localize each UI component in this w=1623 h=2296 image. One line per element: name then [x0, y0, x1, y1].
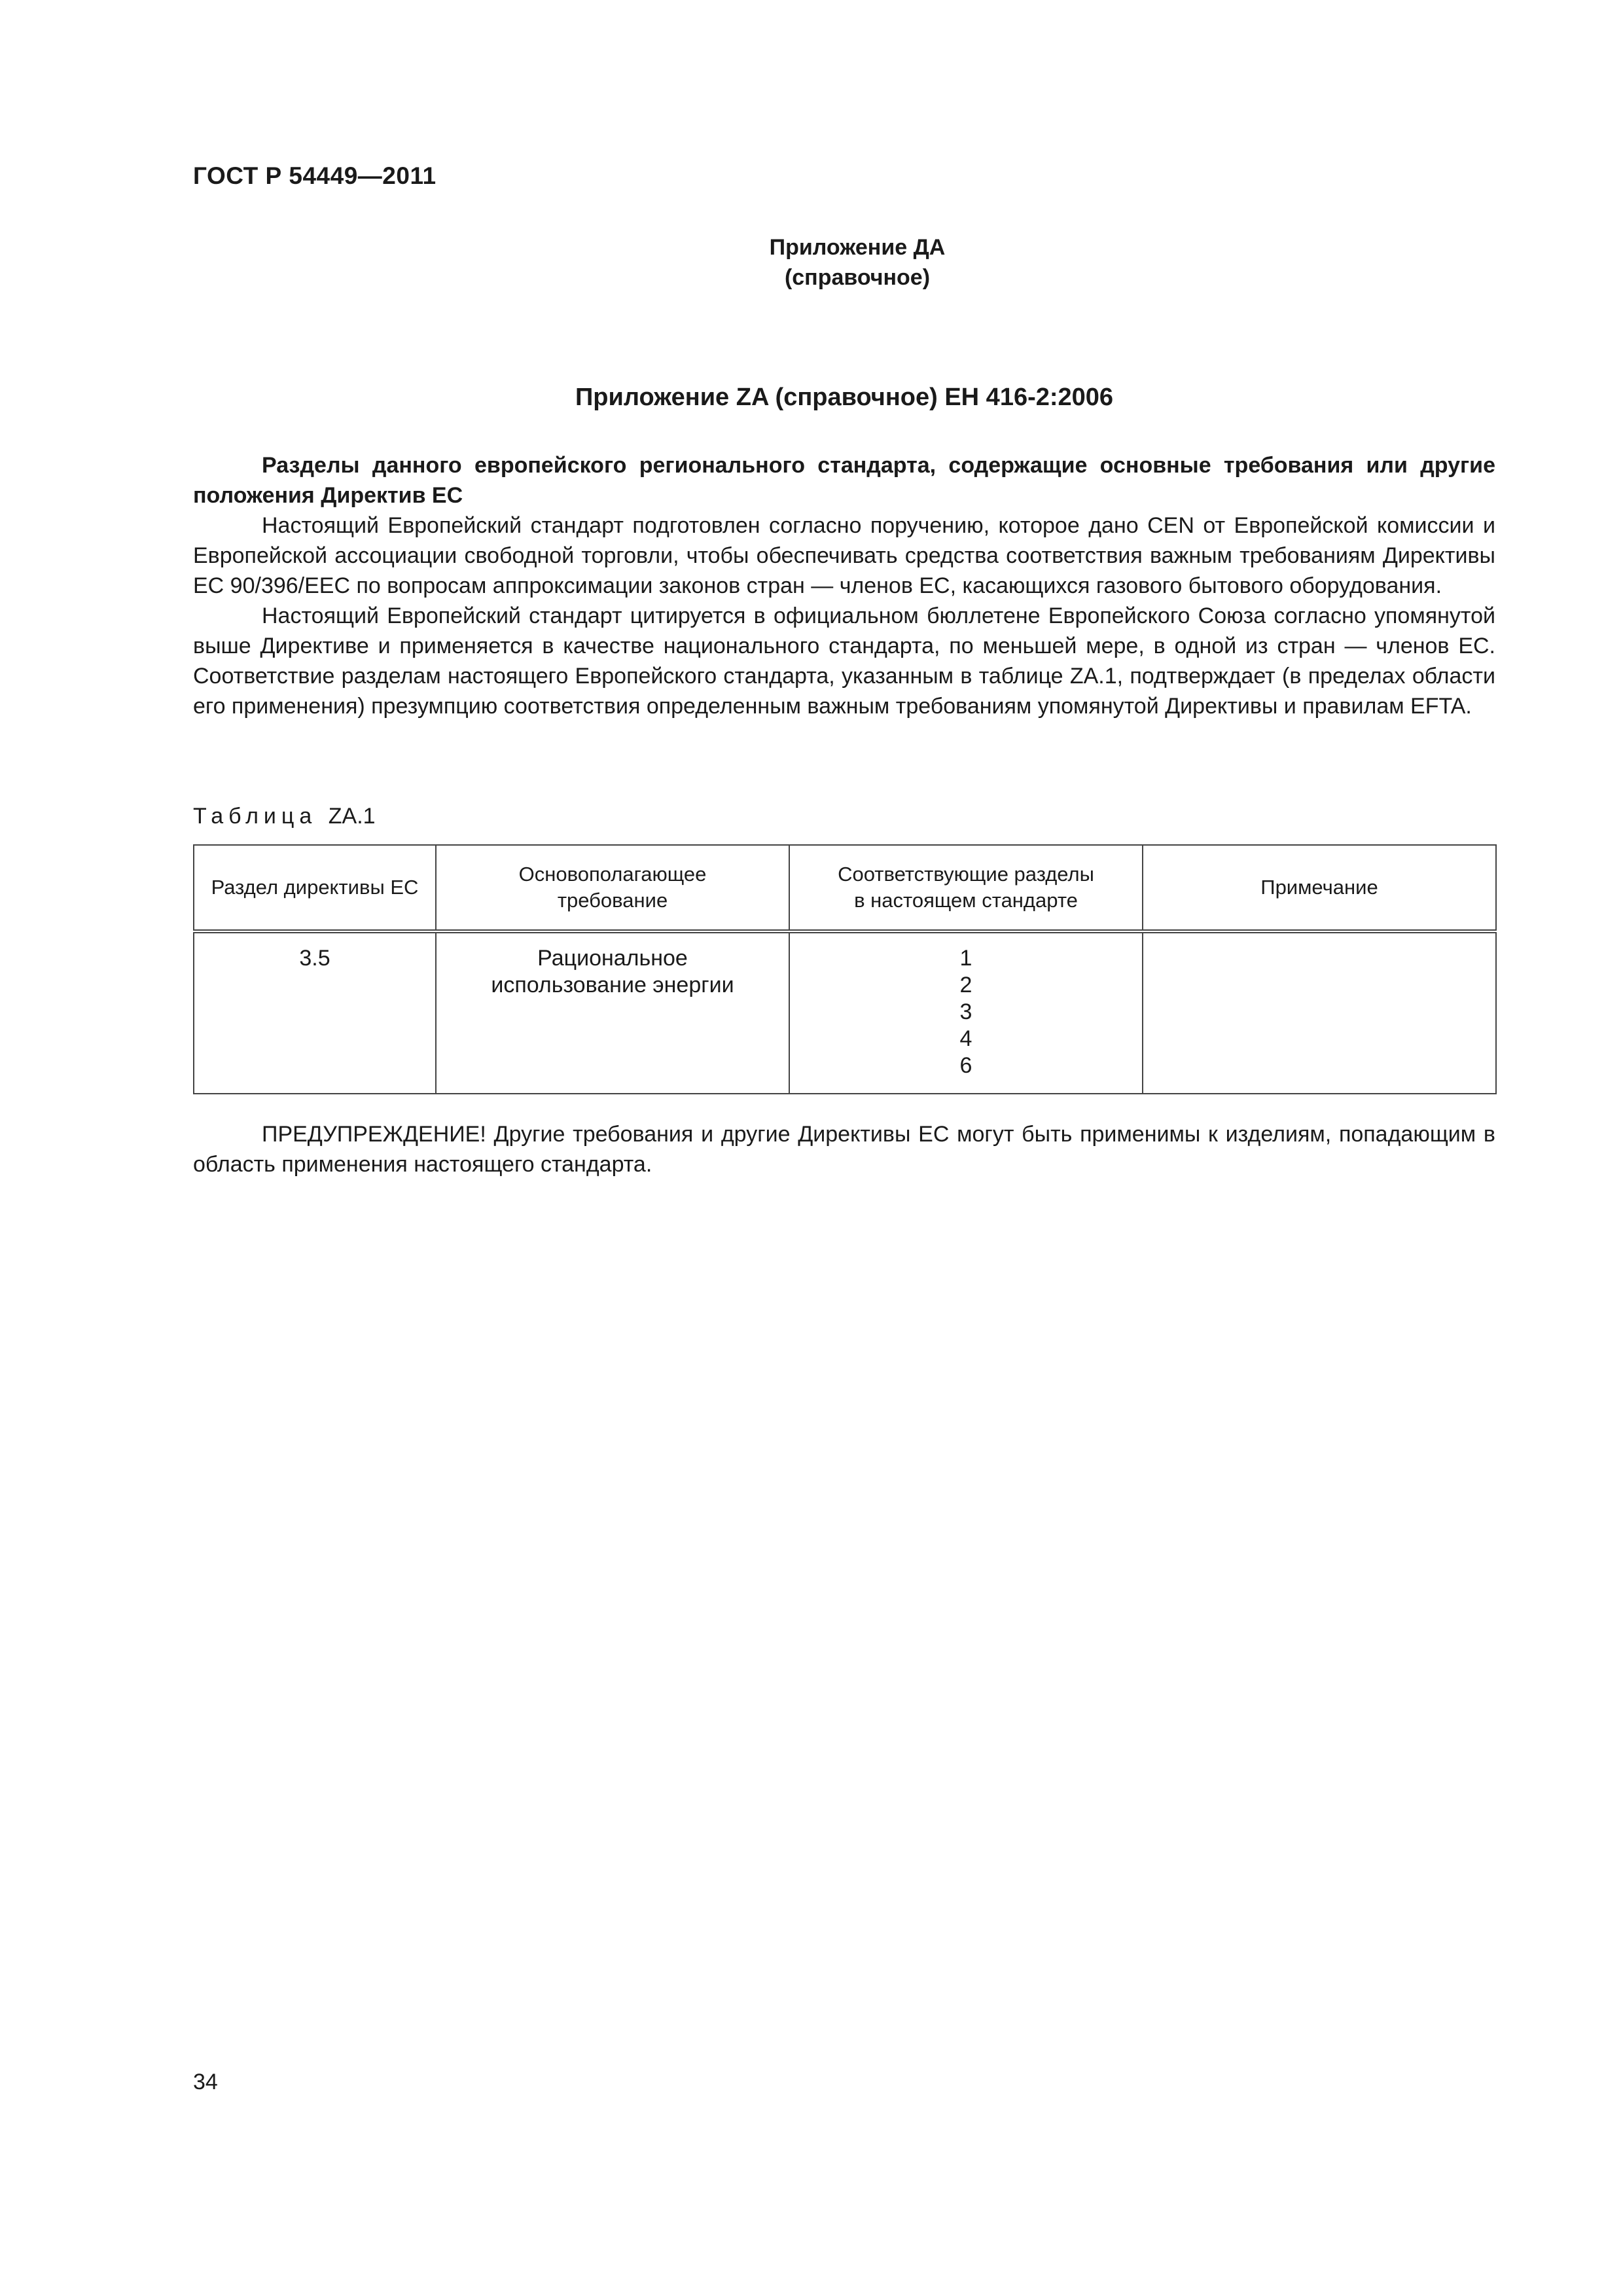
document-code: ГОСТ Р 54449—2011	[193, 162, 437, 189]
header-essential-requirement-line1: Основополагающее	[518, 863, 707, 886]
cell-essential-requirement	[436, 931, 789, 1094]
cell-note	[1143, 931, 1496, 1094]
cell-directive-section: 3.5	[194, 931, 436, 1094]
cell-requirement-line1: Рациональное	[537, 946, 688, 971]
table-za1	[193, 844, 1497, 1094]
table-caption-number: ZA.1	[328, 804, 376, 829]
section-heading: Разделы данного европейского регионального стандарта, содержащие основные требования или другие положения Директив ЕС	[193, 453, 1495, 508]
table-header-row	[194, 845, 1496, 931]
table-caption-word: Таблица	[193, 804, 317, 829]
table-caption	[193, 804, 376, 829]
warning-text: ПРЕДУПРЕЖДЕНИЕ! Другие требования и другие Директивы ЕС могут быть применимы к изделиям, попадающим в область применения настоящего стандарта.	[193, 1122, 1495, 1177]
annex-label	[681, 232, 1034, 293]
header-essential-requirement	[436, 845, 789, 931]
paragraph-1: Настоящий Европейский стандарт подготовлен согласно поручению, которое дано CEN от Европейской комиссии и Европейской ассоциации свободной торговли, чтобы обеспечивать средства соответствия важным требованиям Директивы ЕС 90/396/EEC по вопросам аппроксимации законов стран — членов ЕС, касающихся газового бытового оборудования.	[193, 513, 1495, 598]
header-corresponding-clauses-line2: в настоящем стандарте	[854, 889, 1078, 912]
clause-item: 3	[959, 999, 972, 1024]
table-row	[194, 931, 1496, 1094]
cell-corresponding-clauses	[789, 931, 1143, 1094]
header-note: Примечание	[1143, 845, 1496, 931]
header-corresponding-clauses-line1: Соответствующие разделы	[838, 863, 1094, 886]
header-directive-section: Раздел директивы ЕС	[194, 845, 436, 931]
clause-item: 2	[959, 973, 972, 997]
annex-name: Приложение ДА	[769, 235, 946, 260]
header-corresponding-clauses	[789, 845, 1143, 931]
cell-requirement-line2: использование энергии	[491, 973, 734, 997]
paragraph-2: Настоящий Европейский стандарт цитируется в официальном бюллетене Европейского Союза согласно упомянутой выше Директиве и применяется в качестве национального стандарта, по меньшей мере, в одной из стран — членов ЕС. Соответствие разделам настоящего Европейского стандарта, указанным в таблице ZA.1, подтверждает (в пределах области его применения) презумпцию соответствия определенным важным требованиям упомянутой Директивы и правилам EFTA.	[193, 603, 1495, 719]
body-text	[193, 450, 1495, 721]
clause-item: 1	[959, 946, 972, 971]
header-essential-requirement-line2: требование	[557, 889, 668, 912]
annex-kind: (справочное)	[784, 265, 931, 290]
page-number: 34	[193, 2070, 218, 2094]
annex-title: Приложение ZA (справочное) ЕН 416-2:2006	[575, 384, 1114, 411]
clause-item: 6	[959, 1053, 972, 1078]
warning-block	[193, 1119, 1495, 1179]
clause-item: 4	[959, 1026, 972, 1051]
